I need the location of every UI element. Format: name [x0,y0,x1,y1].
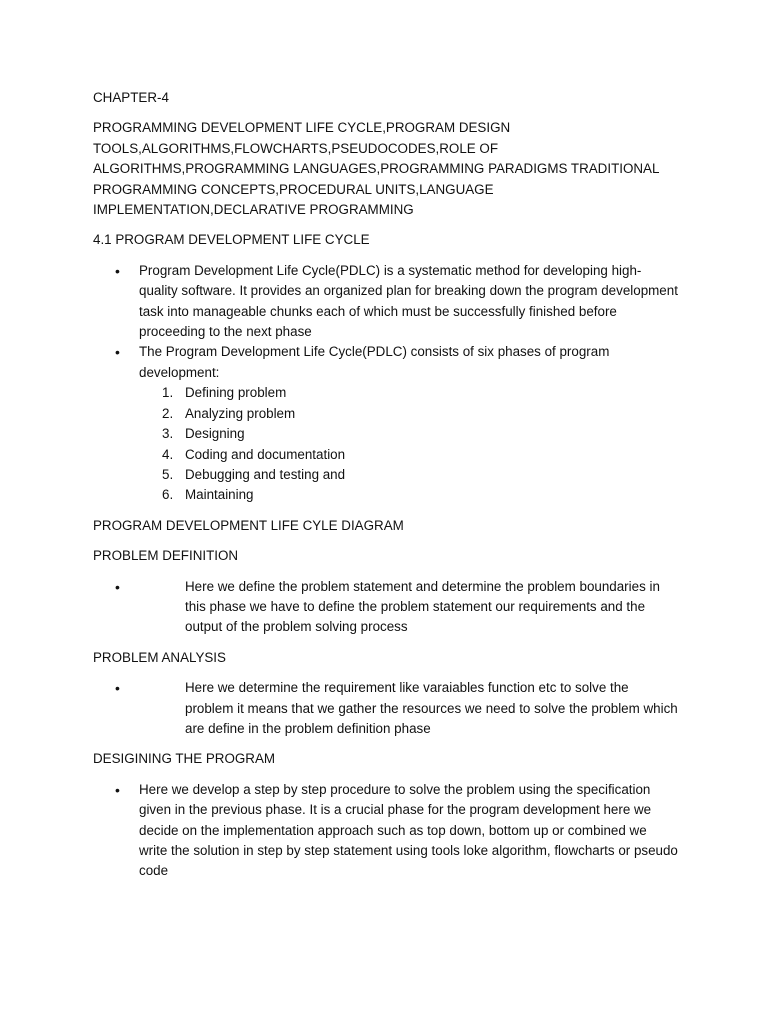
problem-definition-list [93,577,678,638]
bullet-item [93,261,678,343]
phase-item [139,383,678,403]
bullet-item [93,342,678,505]
bullet-item [93,780,678,882]
section-heading-problem-analysis: PROBLEM ANALYSIS [93,649,226,665]
phase-item [139,485,678,505]
problem-analysis-list [93,678,678,739]
phase-item [139,465,678,485]
phase-label: Designing [185,426,245,442]
phase-item [139,445,678,465]
phase-label: Coding and documentation [185,446,346,462]
phase-label: Maintaining [185,487,254,503]
bullet-item [93,678,678,739]
phase-label: Debugging and testing and [185,466,346,482]
document-body [93,88,678,892]
phase-number: 2. [162,405,174,421]
bullet-text: The Program Development Life Cycle(PDLC) consists of six phases of program development: [139,344,610,380]
designing-list [93,780,678,882]
diagram-heading: PROGRAM DEVELOPMENT LIFE CYLE DIAGRAM [93,517,404,533]
phase-label: Analyzing problem [185,405,296,421]
section-heading-designing: DESIGINING THE PROGRAM [93,751,276,767]
phase-number: 6. [162,487,174,503]
section-heading-pdlc: 4.1 PROGRAM DEVELOPMENT LIFE CYCLE [93,232,370,248]
phase-number: 5. [162,466,174,482]
bullet-text: Here we develop a step by step procedure to solve the problem using the specification given in the previous phase. It is a crucial phase for the program development here we decide on the implementation approach such as top down, bottom up or combined we write the solution in step by step statement using tools loke algorithm, flowcharts or pseudo code [139,781,678,879]
phase-number: 3. [162,426,174,442]
chapter-topics: PROGRAMMING DEVELOPMENT LIFE CYCLE,PROGRAM DESIGN TOOLS,ALGORITHMS,FLOWCHARTS,PSEUDOCODES,ROLE OF ALGORITHMS,PROGRAMMING LANGUAGES,PROGRAMMING PARADIGMS TRADITIONAL PROGRAMMING CONCEPTS,PROCEDURAL UNITS,LANGUAGE IMPLEMENTATION,DECLARATIVE PROGRAMMING [93,120,659,218]
phase-number: 4. [162,446,174,462]
bullet-text: Here we define the problem statement and determine the problem boundaries in this phase we have to define the problem statement our requirements and the output of the problem solving process [185,578,660,635]
phase-item [139,424,678,444]
pdlc-phase-list [139,383,678,505]
phase-item [139,404,678,424]
pdlc-bullet-list [93,261,678,506]
bullet-text: Here we determine the requirement like varaiables function etc to solve the problem it means that we gather the resources we need to solve the problem which are define in the problem definition phase [185,680,678,736]
phase-label: Defining problem [185,385,287,401]
bullet-item [93,577,678,638]
bullet-text: Program Development Life Cycle(PDLC) is a systematic method for developing high-quality software. It provides an organized plan for breaking down the program development task into manageable chunks each of which must be successfully finished before proceeding to the next phase [139,262,678,340]
section-heading-problem-definition: PROBLEM DEFINITION [93,548,239,564]
phase-number: 1. [162,385,174,401]
chapter-title: CHAPTER-4 [93,90,169,105]
